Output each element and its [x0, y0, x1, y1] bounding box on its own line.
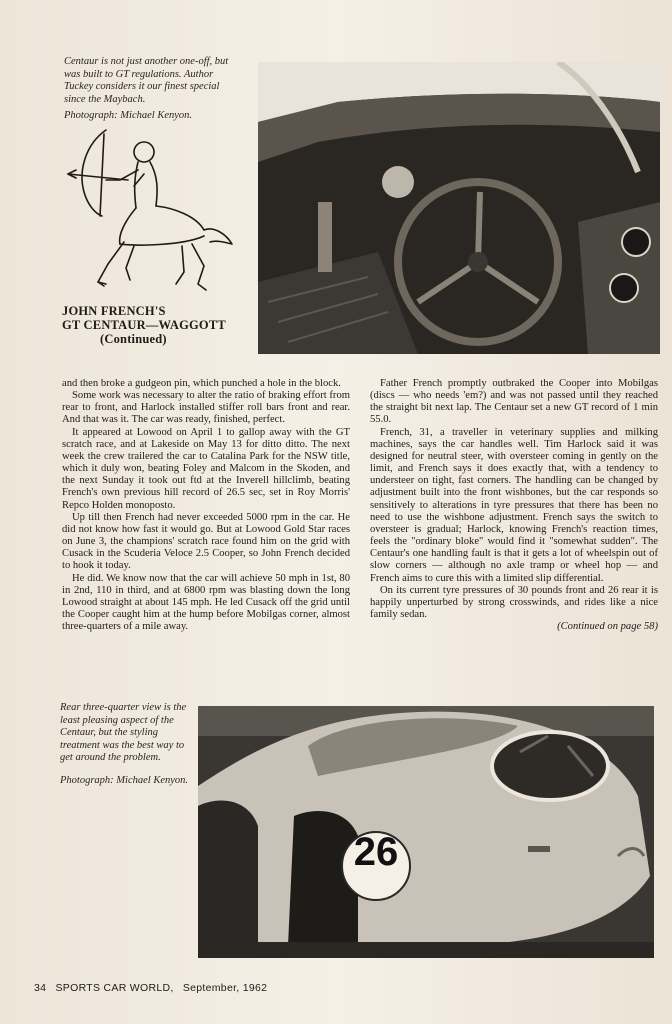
bottom-photo-caption	[60, 702, 188, 787]
article-title	[62, 304, 252, 346]
title-continued: (Continued)	[100, 332, 167, 346]
continued-on-page-note: (Continued on page 58)	[557, 621, 658, 633]
page-number: 34	[34, 982, 47, 994]
bottom-caption-text: Rear three-quarter view is the least pleasing aspect of the Centaur, but the styling treatment was the best way to get around the problem.	[60, 702, 187, 763]
left-paragraph-1: and then broke a gudgeon pin, which punched a hole in the block.	[62, 378, 341, 389]
article-column-left	[62, 378, 350, 633]
title-line-1: JOHN FRENCH'S	[62, 304, 166, 318]
top-photo-caption	[64, 56, 242, 123]
left-paragraph-5: He did. We know now that the car will achieve 50 mph in 1st, 80 in 2nd, 110 in third, and at 6800 rpm was blasting down the long Lowood straight at about 145 mph. He led Cusack off the grid until the Cooper caught him at the hump before Mobilgas corner, almost three-quarters of a mile away.	[62, 572, 350, 633]
article-column-right	[370, 378, 658, 633]
right-paragraph-1: Father French promptly outbraked the Cooper into Mobilgas (discs — who needs 'em?) and was not passed until they reached the straight bit next lap. The Centaur set a new GT record of 1 min 55.0.	[370, 378, 658, 426]
right-paragraph-2: French, 31, a traveller in veterinary supplies and milking machines, says the car handles well. Tim Harlock said it was designed for neutral steer, with oversteer coming in gently on the limit, and French says it does exactly that, with a tendency to understeer on tight, fast corners. The handling can be changed by adjustment built into the front wishbones, but the car responds so sensitively to alterations in tyre pressures that there has been no need to use the wishbone adjustment. French says the switch to oversteer is gradual; Harlock, knowing French's reaction times, feels the "ordinary bloke" would find it "somewhat sudden". The Centaur's one handling fault is that it gets a lot of wheelspin out of slow corners — although no axle tramp or wheel hop — and French aims to cure this with a limited slip differential.	[370, 426, 658, 584]
right-paragraph-3: On its current tyre pressures of 30 pounds front and 26 rear it is happily unperturbed by strong crosswinds, and rides like a nice family sedan.	[370, 584, 658, 620]
left-paragraph-3: It appeared at Lowood on April 1 to gallop away with the GT scratch race, and at Lakeside on May 13 for ditto ditto. The next week the crew trailered the car to Catalina Park for the NSW title, which it duly won, beating Foley and Malcom in the Skoden, and the next Sunday it took out ftd at the Inverell hillclimb, beating French's own previous hill record of 26.5 sec, set in Roy Morris' Repco Holden monoposto.	[62, 426, 350, 511]
top-caption-text: Centaur is not just another one-off, but was built to GT regulations. Author Tuckey considers it our finest special since the Maybach.	[64, 56, 229, 105]
centaur-emblem-icon	[64, 126, 240, 306]
left-paragraph-4: Up till then French had never exceeded 5000 rpm in the car. He did not know how fast it would go. But at Lowood Gold Star races on June 3, the champions' scratch race found him on the grid with Cusack in the Scuderia Veloce 2.5 Cooper, so John French decided to hook it today.	[62, 511, 350, 572]
issue-date: September, 1962	[182, 982, 268, 994]
top-caption-credit: Photograph: Michael Kenyon.	[64, 110, 193, 121]
cockpit-photo	[258, 62, 660, 354]
car-race-number: 26	[353, 830, 399, 874]
bottom-caption-credit: Photograph: Michael Kenyon.	[60, 774, 189, 786]
page-footer	[34, 982, 273, 994]
car-rear-photo	[198, 706, 654, 958]
magazine-name: SPORTS CAR WORLD,	[55, 982, 174, 994]
title-line-2: GT CENTAUR—WAGGOTT	[62, 318, 226, 332]
left-paragraph-2: Some work was necessary to alter the ratio of braking effort from rear to front, and Harlock installed stiffer roll bars front and rear. And that was it. The car was ready, finished, perfect.	[62, 390, 350, 426]
